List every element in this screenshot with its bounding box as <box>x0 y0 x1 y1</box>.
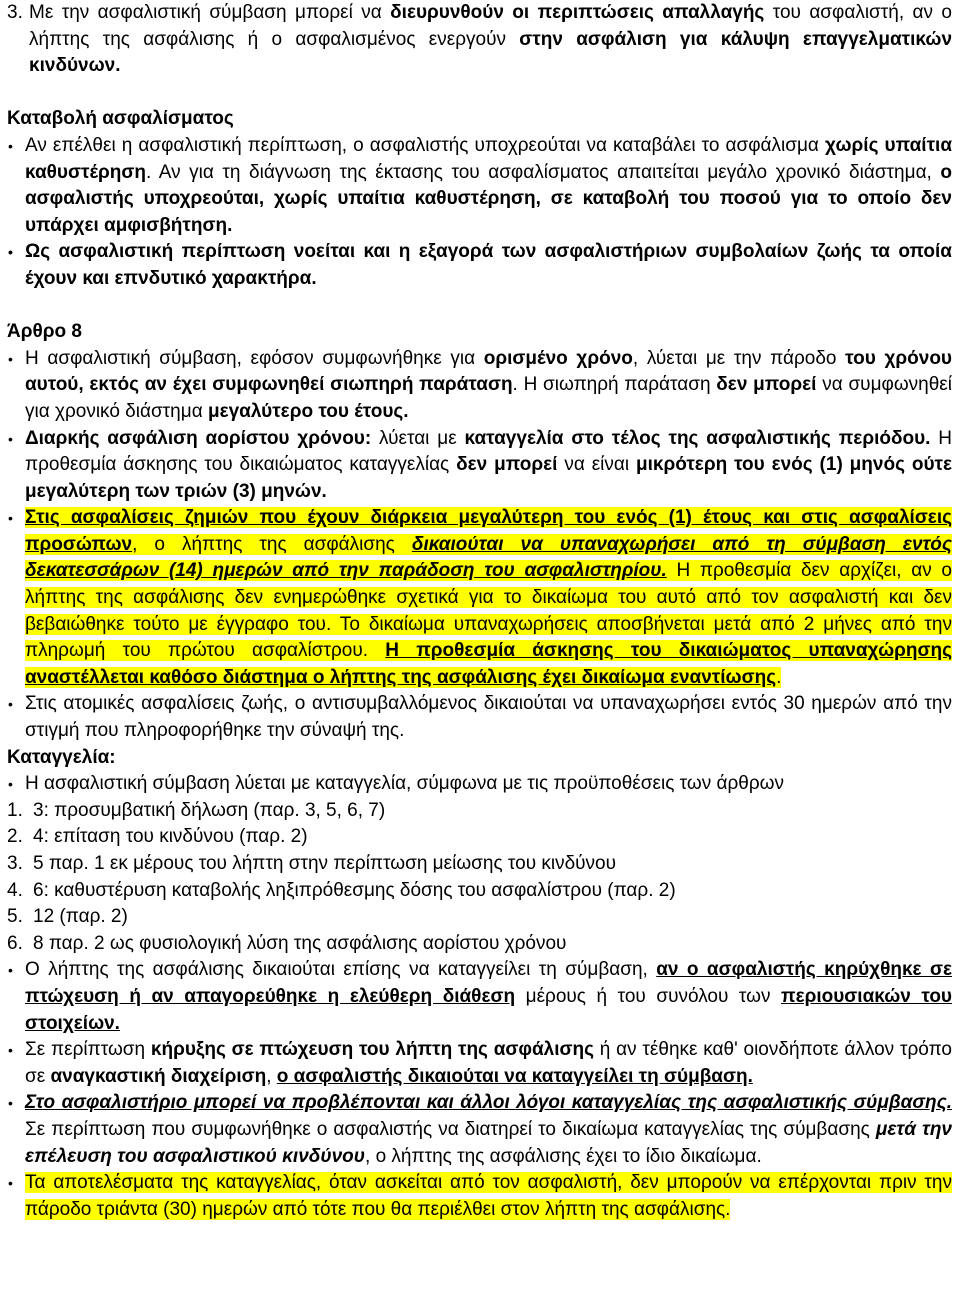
list-item-text: 6: καθυστέρυση καταβολής ληξιπρόθεσμης δόσης του ασφαλίστρου (παρ. 2) <box>33 879 676 901</box>
section-heading-premium-payment: Καταβολή ασφαλίσματος <box>7 108 234 130</box>
numbered-paragraph-3 <box>7 0 952 80</box>
bold-text: κήρυξης σε πτώχευση του λήπτη της ασφάλισης <box>150 1039 594 1061</box>
list-item-text: 5 παρ. 1 εκ μέρους του λήπτη στην περίπτωση μείωσης του κινδύνου <box>33 853 617 874</box>
text: να συμφωνηθεί για χρονικό διάστημα <box>25 374 952 422</box>
list-item-text: 8 παρ. 2 ως φυσιολογική λύση της ασφάλισης αορίστου χρόνου <box>33 932 567 954</box>
text: ή αν τέθηκε καθ' οιονδήποτε άλλον τρόπο σε <box>25 1039 952 1087</box>
text: Η προθεσμία άσκησης του δικαιώματος καταγγελίας <box>25 427 953 476</box>
highlighted-text: Τα αποτελέσματα της καταγγελίας, όταν ασκείται από τον ασφαλιστή, δεν μπορούν να επέρχονται πριν την πάροδο τριάντα (30) ημερών από τότε που θα περιέλθει στον λήπτη της ασφάλισης. <box>25 1172 952 1220</box>
list-item-number: 6. <box>7 932 23 954</box>
bold-text: δεν μπορεί <box>456 454 558 476</box>
list-item-number: 2. <box>7 826 23 848</box>
bullet-life-insurance-withdrawal: • Στις ατομικές ασφαλίσεις ζωής, ο αντισυμβαλλόμενος δικαιούται να υπαναχωρήσει εντός 30 ημερών από την στιγμή που πληροφορήθηκε την σύναψή της. <box>7 691 952 744</box>
bold-text: του χρόνου αυτού, εκτός αν έχει συμφωνηθεί σιωπηρή παράταση <box>25 347 952 396</box>
text: Η ασφαλιστική σύμβαση, εφόσον συμφωνήθηκε για <box>25 347 484 369</box>
list-item-number: 4. <box>7 879 23 901</box>
bullet-termination-effects <box>7 1170 952 1223</box>
list-item <box>7 824 952 851</box>
intro-bold-exemptions: διευρυνθούν οι περιπτώσεις απαλλαγής <box>390 2 765 23</box>
bold-underlined-text: περιουσιακών του στοιχείων. <box>25 985 952 1034</box>
bold-text: ο ασφαλιστής υποχρεούται, χωρίς υπαίτια καθυστέρηση, σε καταβολή του ποσού για το οποίο δεν υπάρχει αμφισβήτηση. <box>25 161 952 236</box>
bold-text: αναγκαστική διαχείριση <box>50 1065 267 1087</box>
highlighted-bold-underlined-text: Στις ασφαλίσεις ζημιών που έχουν διάρκεια μεγαλύτερη του ενός (1) έτους και στις ασφαλίσεις προσώπων <box>25 507 952 555</box>
bullet-withdrawal-right <box>7 505 952 691</box>
bold-italic-underlined-text: Στο ασφαλιστήριο μπορεί να προβλέπονται και άλλοι λόγοι καταγγελίας της ασφαλιστικής σύμβασης. <box>25 1092 952 1114</box>
text: Σε περίπτωση που συμφωνήθηκε ο ασφαλιστής να διατηρεί το δικαίωμα καταγγελίας της σύμβασης <box>25 1118 876 1140</box>
list-item <box>7 931 952 958</box>
highlighted-bold-italic-underlined-text: δικαιούται να υπαναχωρήσει από τη σύμβαση εντός δεκατεσσάρων (14) ημερών από την παράδοση του ασφαλιστηρίου. <box>25 533 953 582</box>
list-item-text: 4: επίταση του κινδύνου (παρ. 2) <box>33 826 308 848</box>
text: Ο λήπτης της ασφάλισης δικαιούται επίσης να καταγγείλει τη σύμβαση, <box>25 959 657 981</box>
bullet-investment-policies: • Ως ασφαλιστική περίπτωση νοείται και η εξαγορά των ασφαλιστήριων συμβολαίων ζωής τα οποία έχουν και επνδυτικό χαρακτήρα. <box>7 239 952 292</box>
list-item-text: 12 (παρ. 2) <box>33 906 128 928</box>
text: , λύεται με την πάροδο <box>632 347 846 369</box>
bullet-premium-payment <box>7 133 952 239</box>
list-item-number: 3. <box>7 853 23 874</box>
bullet-policyholder-bankruptcy <box>7 1037 952 1090</box>
text: λύεται με <box>371 427 465 449</box>
text: , ο λήπτης της ασφάλισης έχει το ίδιο δικαίωμα. <box>365 1145 762 1167</box>
text: Σε περίπτωση <box>25 1039 151 1061</box>
bold-text: μικρότερη του ενός (1) μηνός ούτε μεγαλύτερη των τριών (3) μηνών. <box>25 454 953 502</box>
text: μέρους ή του συνόλου των <box>515 985 782 1007</box>
list-item <box>7 904 952 931</box>
intro-text-1: Με την ασφαλιστική σύμβαση μπορεί να <box>29 2 391 23</box>
highlighted-text: , ο λήπτης της ασφάλισης <box>132 533 412 555</box>
text: να είναι <box>557 454 636 476</box>
section-heading-termination: Καταγγελία: <box>7 746 116 768</box>
bullet-termination-intro: • Η ασφαλιστική σύμβαση λύεται με καταγγελία, σύμφωνα με τις προϋποθέσεις των άρθρων <box>7 771 952 798</box>
bold-text: μεγαλύτερο του έτους. <box>207 400 409 422</box>
text: Αν επέλθει η ασφαλιστική περίπτωση, ο ασφαλιστής υποχρεούται να καταβάλει το ασφάλισμα <box>25 134 825 156</box>
bold-italic-text: μετά την επέλευση του ασφαλιστικού κινδύνου <box>25 1118 952 1167</box>
bold-text: Διαρκής ασφάλιση αορίστου χρόνου: <box>25 427 372 449</box>
paragraph-number: 3. <box>7 2 23 23</box>
bold-underlined-text: αν ο ασφαλιστής κηρύχθηκε σε πτώχευση ή αν απαγορεύθηκε η ελεύθερη διάθεση <box>25 959 952 1007</box>
intro-bold-professional-risks: στην ασφάλιση για κάλυψη επαγγελματικών κινδύνων. <box>29 28 953 77</box>
highlighted-bold-underlined-text: Η προθεσμία άσκησης του δικαιώματος υπαναχώρησης αναστέλλεται καθόσο διάστημα ο λήπτης της ασφάλισης έχει δικαίωμα εναντίωσης <box>25 640 952 688</box>
list-item <box>7 878 952 905</box>
list-item <box>7 798 952 825</box>
list-item-number: 5. <box>7 906 23 928</box>
bold-text: καταγγελία στο τέλος της ασφαλιστικής περιόδου. <box>464 427 931 449</box>
text: . Αν για τη διάγνωση της έκτασης του ασφαλίσματος απαιτείται μεγάλο χρονικό διάστημα, <box>146 161 941 183</box>
bold-text: ορισμένο χρόνο <box>483 347 633 369</box>
bold-underlined-text: ο ασφαλιστής δικαιούται να καταγγείλει τη σύμβαση. <box>276 1065 753 1087</box>
bullet-insurer-bankruptcy <box>7 957 952 1037</box>
list-item <box>7 851 952 878</box>
section-heading-article-8: Άρθρο 8 <box>7 321 82 343</box>
intro-text-2: του ασφαλιστή, αν ο λήπτης της ασφάλισης ή ο ασφαλισμένος ενεργούν <box>29 2 952 50</box>
bullet-indefinite-term <box>7 426 952 506</box>
text: . Η σιωπηρή παράταση <box>512 374 717 396</box>
highlighted-text: Η προθεσμία δεν αρχίζει, αν ο λήπτης της ασφάλισης δεν ενημερώθηκε σχετικά για το δικαίωμα του αυτό από τον ασφαλιστή και δεν βεβαιώθηκε τούτο με έγγραφο του. Το δικαίωμα υπαναχωρήσεις αποσβήνεται μετά από 2 μήνες από την πληρωμή του πρώτου ασφαλίστρου. <box>25 560 952 662</box>
bold-text: δεν μπορεί <box>716 374 817 396</box>
text: , <box>266 1065 277 1087</box>
list-item-text: 3: προσυμβατική δήλωση (παρ. 3, 5, 6, 7) <box>33 799 386 821</box>
bullet-fixed-term <box>7 346 952 426</box>
bullet-other-termination-reasons <box>7 1090 952 1170</box>
highlighted-text: . <box>776 666 782 688</box>
bold-text: χωρίς υπαίτια καθυστέρηση <box>25 134 953 183</box>
list-item-number: 1. <box>7 799 23 821</box>
